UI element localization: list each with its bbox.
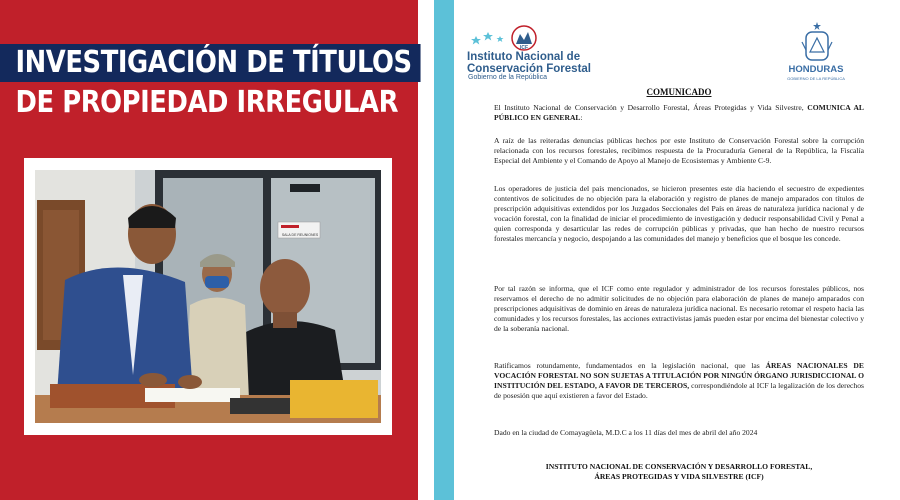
door-sign-text: SALA DE REUNIONES [281,233,319,237]
paragraph-5 [494,361,864,401]
photo-frame [24,158,392,435]
paragraph-4: Por tal razón se informa, que el ICF como ente regulador y administrador de los recursos forestales públicos, nos reservamos el derecho de no admitir solicitudes de no objeción para elaboración de planes de manejo amparados con prescripciones adquisitivas de dominio en áreas de naturaleza jurídica nacional. Es necesario retomar el respeto hacia las comunidades y los recursos forestales, las acciones extractivistas jamás pueden estar por encima del bienestar colectivo y de la soberanía nacional. [494,284,864,333]
paragraph-5-bold: ÁREAS NACIONALES DE VOCACIÓN FORESTAL NO SON SUJETAS A TITULACIÓN POR NINGÚN ÓRGANO JURISDICCIONAL O INSTITUCIÓN DEL ESTADO, A FAVOR DE TERCEROS, [494,361,864,390]
icf-government-label: Gobierno de la República [468,74,547,81]
signature-line-1: INSTITUTO NACIONAL DE CONSERVACIÓN Y DESARROLLO FORESTAL, [545,462,813,471]
paragraph-5-text: Ratificamos rotundamente, fundamentados en la legislación nacional, que las [494,361,766,370]
headline-line-1: INVESTIGACIÓN DE TÍTULOS [0,44,420,82]
signature-line-2: ÁREAS PROTEGIDAS Y VIDA SILVESTRE (ICF) [594,472,764,481]
blue-divider-stripe [434,0,454,500]
paragraph-1-end: : [580,113,583,122]
icf-institution-name [467,51,591,75]
paragraph-6-date: Dado en la ciudad de Comayagüela, M.D.C a los 11 días del mes de abril del año 2024 [494,428,758,437]
icf-badge-text: ICF [519,45,529,51]
icf-name-line-1: Instituto Nacional de [467,51,581,63]
headline [0,44,418,122]
paragraph-5-end: correspondiéndole al ICF la legalización de los derechos de posesión que aquí existieren a favor del Estado. [494,381,864,400]
signature-block [494,462,864,482]
paragraph-1 [494,103,864,123]
communique-document [454,0,900,500]
meeting-photo-illustration [35,170,381,423]
icf-name-line-2: Conservación Forestal [467,63,591,75]
left-red-panel [0,0,418,500]
headline-line-2: DE PROPIEDAD IRREGULAR [15,85,399,120]
paragraph-3: Los operadores de justicia del país mencionados, se hicieron presentes este día haciendo el secuestro de expedientes contentivos de solicitudes de no objeción para la elaboración y registro de planes de manejo amparados con títulos de prescripción adquisitivas extendidos por los Juzgados Seccionales del País en áreas de naturaleza jurídica nacional y de vocación forestal, con la finalidad de iniciar el procedimiento de investigación y deducir responsabilidad Civil y Penal a quien corresponda y desarticular las redes de corrupción públicas y privadas, que han hecho de nuestro recursos forestales mercancía y negocio, despojando a las comunidades del manejo y beneficios que el bosque les concede. [494,184,864,243]
meeting-photo [35,170,381,423]
paragraph-1-text: El Instituto Nacional de Conservación y Desarrollo Forestal, Áreas Protegidas y Vida Silvestre, [494,103,808,112]
document-title: COMUNICADO [646,87,712,97]
honduras-label: HONDURAS [788,64,844,75]
paragraph-2: A raíz de las reiteradas denuncias públicas hechos por este Instituto de Conservación Forestal sobre la corrupción relacionada con los recursos forestales, recibimos respuesta de la Procuraduría General de la República, la Fiscalía Especial del Ambiente y el Comando de Apoyo al Manejo de Ecosistemas y Ambiente C-9. [494,136,864,165]
honduras-government-label: GOBIERNO DE LA REPÚBLICA [787,76,845,81]
paragraph-1-bold: COMUNICA AL PÚBLICO EN GENERAL [494,103,864,122]
